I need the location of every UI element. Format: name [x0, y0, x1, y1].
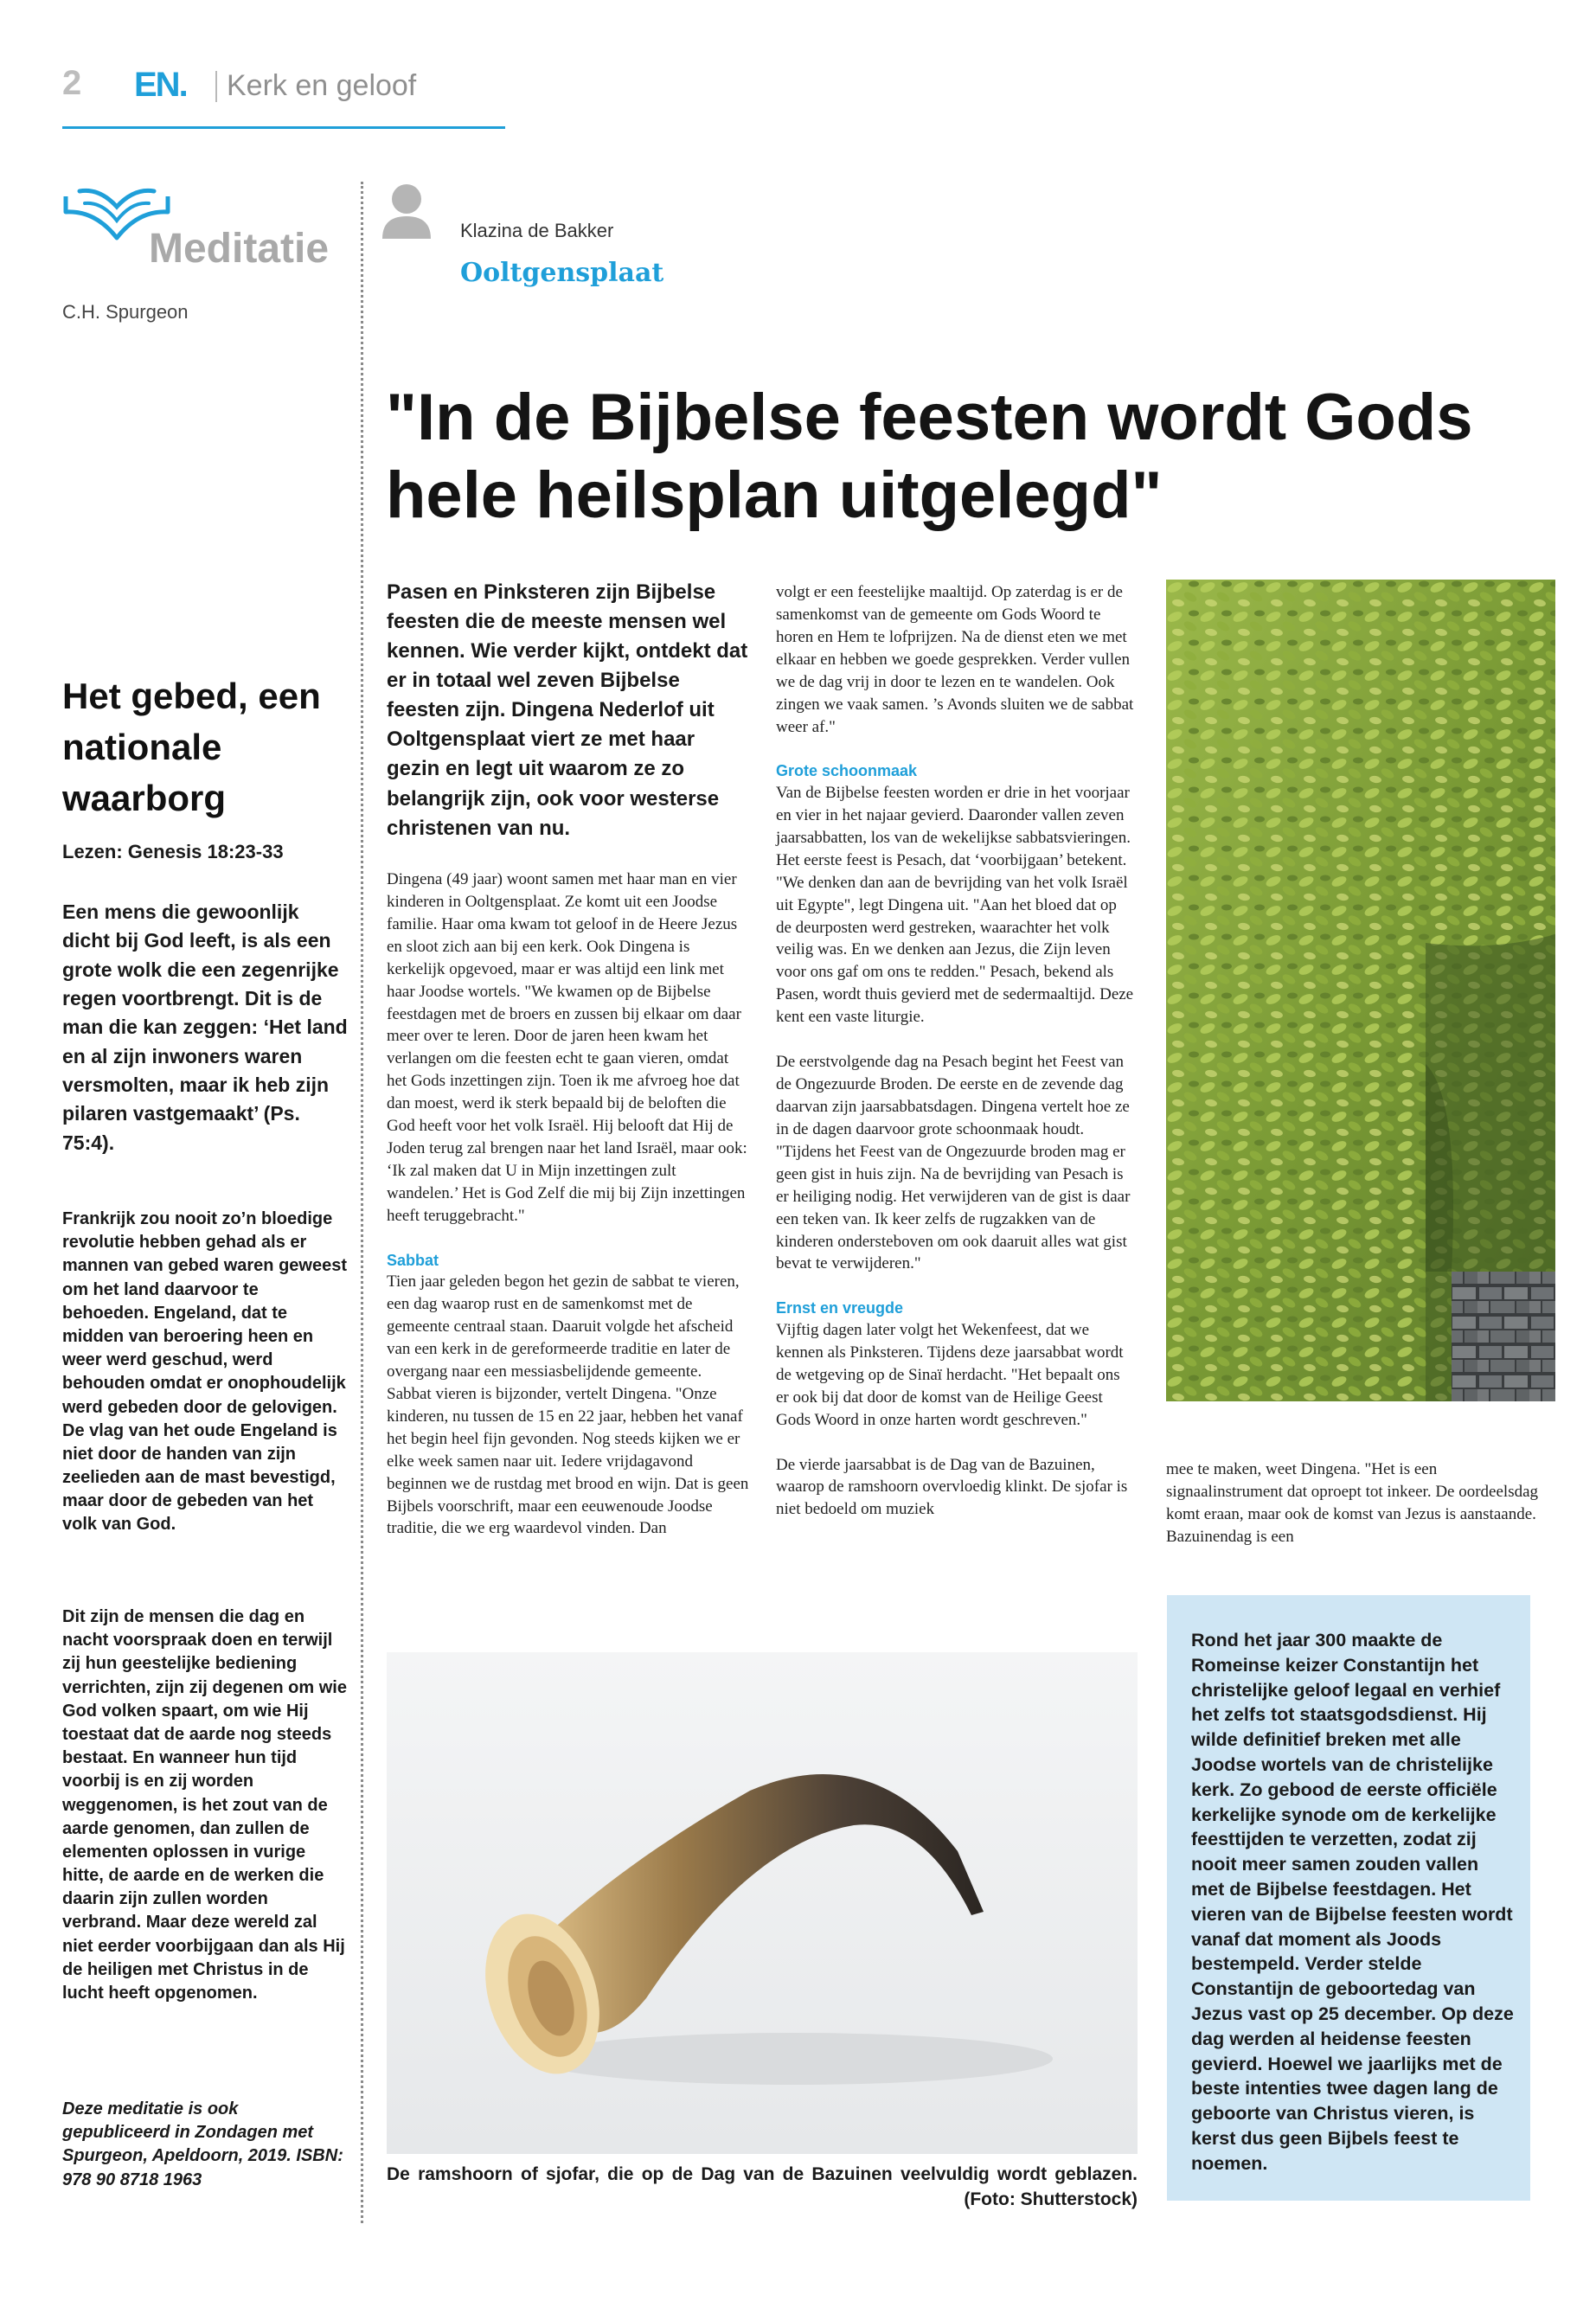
hedge-photo [1166, 580, 1555, 1401]
body-paragraph: Van de Bijbelse feesten worden er drie in het voorjaar en vier in het najaar gevierd. Daaronder vallen zeven jaarsabbatten, los van de wekelijkse sabbatsvieringen. Het eerste feest is Pesach, dat ‘voorbijgaan’ betekent. "We denken dan aan de bevrijding van het volk Israël uit Egypte", legt Dingena uit. "Aan het bloed dat op de deurposten werd gestreken, waarachter het volk veilig was. En we denken aan Jezus, die Zijn leven voor ons gaf om ons te redden." Pesach, bekend als Pasen, wordt thuis gevierd met de sedermaaltijd. Deze kent een vaste liturgie. [776, 784, 1134, 1027]
article-column-3 [1166, 1458, 1553, 1548]
article-headline: "In de Bijbelse feesten wordt Gods hele heilsplan uitgelegd" [386, 381, 1473, 532]
meditation-author: C.H. Spurgeon [62, 301, 189, 323]
subheading-ernst-en-vreugde: Ernst en vreugde [776, 1299, 904, 1317]
body-paragraph: volgt er een feestelijke maaltijd. Op zaterdag is er de samenkomst van de gemeente om Gods Woord te horen en Hem te lofprijzen. Na de dienst eten we met elkaar en hebben we goede gesprekken. Verder vullen we de dag vrij in door te lezen en te wandelen. Ook zingen we vaak samen. ’s Avonds sluiten we de sabbat weer af." [776, 583, 1134, 736]
body-paragraph: De vierde jaarsabbat is de Dag van de Bazuinen, waarop de ramshoorn overvloedig klinkt. De sjofar is niet bedoeld om muziek [776, 1455, 1128, 1519]
section-title: Kerk en geloof [227, 69, 417, 102]
page-number: 2 [62, 64, 82, 102]
photo-caption: De ramshoorn of sjofar, die op de Dag van de Bazuinen veelvuldig wordt geblazen. (Foto: Shutterstock) [387, 2164, 1138, 2209]
meditation-reading: Lezen: Genesis 18:23-33 [62, 841, 284, 862]
subheading-grote-schoonmaak: Grote schoonmaak [776, 762, 918, 780]
meditation-paragraph: Frankrijk zou nooit zo’n bloedige revolutie hebben gehad als er mannen van gebed waren geweest om het land daarvoor te behoeden. Engeland, dat te midden van beroering heen en weer werd geschud, werd behouden omdat er onophoudelijk werd gebeden door de gelovigen. De vlag van het oude Engeland is niet door de handen van zijn zeelieden aan de mast bevestigd, maar door de gebeden van het volk van God. [62, 1209, 347, 1535]
body-paragraph: De eerstvolgende dag na Pesach begint het Feest van de Ongezuurde Broden. De eerste en de zevende dag daarvan zijn jaarsabbatsdagen. Dingena vertelt hoe ze in de dagen daarvoor grote schoonmaak houdt. "Tijdens het Feest van de Ongezuurde broden mag er geen gist in huis zijn. Na de bevrijding van Pesach is er heiliging nodig. Het verwijderen van de gist is daar een teken van. Ik keer zelfs de rugzakken van de kinderen ondersteboven om ook daaruit alles wat gist bevat te verwijderen." [776, 1053, 1131, 1273]
article-column-1 [387, 868, 750, 1540]
body-paragraph: mee te maken, weet Dingena. "Het is een signaalinstrument dat oproept tot inkeer. De oordeelsdag komt eraan, maar ook de komst van Jezus is aanstaande. Bazuinendag is een [1166, 1460, 1539, 1546]
article-intro: Pasen en Pinksteren zijn Bijbelse feesten die de meeste mensen wel kennen. Wie verder kijkt, ontdekt dat er in totaal wel zeven Bijbelse feesten zijn. Dingena Nederlof uit Ooltgensplaat viert ze met haar gezin en legt uit waarom ze zo belangrijk zijn, ook voor westerse christenen van nu. [387, 580, 748, 840]
column-divider [361, 182, 363, 2223]
meditation-title: Het gebed, een nationale waarborg [62, 676, 321, 818]
header-separator [215, 71, 217, 102]
info-box-text: Rond het jaar 300 maakte de Romeinse keizer Constantijn het christelijke geloof legaal en verhief het zelfs tot staatsgodsdienst. Hij wilde definitief breken met alle Joodse wortels van de christelijke kerk. Zo gebood de eerste officiële kerkelijke synode om de kerkelijke feesttijden te verzetten, zodat zij nooit meer samen zouden vallen met de Bijbelse feestdagen. Het vieren van de Bijbelse feesten wordt vanaf dat moment als Joods bestempeld. Verder stelde Constantijn de geboortedag van Jezus vast op 25 december. Op deze dag werden al heidense feesten gevierd. Hoewel we jaarlijks met de beste intenties twee dagen lang de geboorte van Christus vieren, is kerst dus geen Bijbels feest te noemen. [1191, 1630, 1514, 2174]
body-paragraph: Vijftig dagen later volgt het Wekenfeest, dat we kennen als Pinksteren. Tijdens deze jaarsabbat wordt de wetgeving op de Sinaï herdacht. "Het bepaalt ons er ook bij dat door de komst van de Heilige Geest Gods Woord in onze harten wordt geschreven." [776, 1320, 1124, 1429]
subheading-sabbat: Sabbat [387, 1251, 439, 1269]
shofar-photo [387, 1652, 1138, 2154]
person-silhouette-icon [381, 182, 433, 239]
article-place: Ooltgensplaat [460, 258, 664, 288]
article-author: Klazina de Bakker [460, 220, 614, 241]
newspaper-logo: EN. [134, 66, 187, 104]
meditation-intro: Een mens die gewoonlijk dicht bij God leeft, is als een grote wolk die een zegenrijke regen voortbrengt. Dit is de man die kan zeggen: ‘Het land en al zijn inwoners waren versmolten, maar ik heb zijn pilaren vastgemaakt’ (Ps. 75:4). [62, 901, 348, 1154]
meditation-label: Meditatie [149, 226, 330, 272]
body-paragraph: Dingena (49 jaar) woont samen met haar man en vier kinderen in Ooltgensplaat. Ze komt uit een Joodse familie. Haar oma kwam tot geloof in de Heere Jezus en sloot zich aan bij een kerk. Ook Dingena is kerkelijk opgevoed, maar er was altijd een link met haar Joodse wortels. "We kwamen op de Bijbelse feestdagen met de broers en zussen bij elkaar om daar meer over te leren. Door de jaren heen kwam het verlangen om die feesten echt te gaan vieren, omdat het Gods inzettingen zijn. Toen ik me afvroeg hoe dat dan moest, werd ik sterk bepaald bij de beloften die God heeft voor het volk Israël. Hij belooft dat Hij de Joden terug zal brengen naar het land Israël, maar ook: ‘Ik zal maken dat U in Mijn inzettingen zult wandelen.’ Het is God Zelf die mij bij Zijn inzettingen heeft teruggebracht." [387, 870, 747, 1225]
header-rule [62, 126, 505, 129]
body-paragraph: Tien jaar geleden begon het gezin de sabbat te vieren, een dag waarop rust en de samenkomst met de gemeente centraal staan. Daaruit volgde het afscheid van een kerk in de gereformeerde traditie en later de overgang naar een messiasbelijdende gemeente. Sabbat vieren is bijzonder, vertelt Dingena. "Onze kinderen, nu tussen de 15 en 22 jaar, hebben het vanaf het begin heel fijn gevonden. Nog steeds kijken we er elke week samen naar uit. Iedere vrijdagavond beginnen we de rustdag met brood en wijn. Dat is geen Bijbels voorschrift, maar een eeuwenoude Joodse traditie, die we erg waardevol vinden. Dan [387, 1272, 749, 1538]
meditation-paragraph: Dit zijn de mensen die dag en nacht voorspraak doen en terwijl zij hun geestelijke bediening verrichten, zijn zij degenen om wie God volken spaart, om wie Hij toestaat dat de aarde nog steeds bestaat. En wanneer hun tijd voorbij is en zij worden weggenomen, is het zout van de aarde genomen, dan zullen de elementen oplossen in vurige hitte, de aarde en de werken die daarin zijn zullen worden verbrand. Maar deze wereld zal niet eerder voorbijgaan dan als Hij de heiligen met Christus in de lucht heeft opgenomen. [62, 1607, 347, 2003]
article-column-2 [776, 581, 1135, 1521]
meditation-source-note: Deze meditatie is ook gepubliceerd in Zondagen met Spurgeon, Apeldoorn, 2019. ISBN: 978 90 8718 1963 [62, 2099, 343, 2189]
